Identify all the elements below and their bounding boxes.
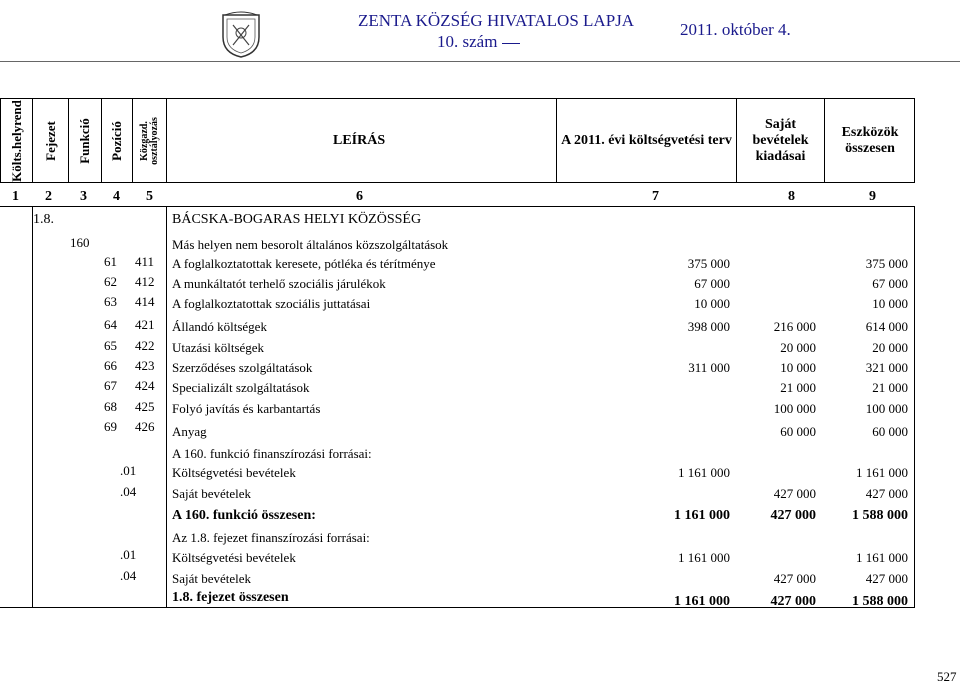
- section-title: BÁCSKA-BOGARAS HELYI KÖZÖSSÉG: [172, 212, 422, 227]
- row-plan: 398 000: [687, 319, 730, 334]
- row-total: 21 000: [872, 380, 908, 395]
- func-sources-heading: A 160. funkció finanszírozási forrásai:: [172, 446, 372, 461]
- col-number: 1: [12, 189, 19, 204]
- row-total: 375 000: [865, 256, 908, 271]
- chapter-sum-own: 427 000: [770, 594, 816, 609]
- source-description: Saját bevételek: [172, 486, 252, 501]
- page-number: 527: [937, 669, 957, 684]
- col-header-8: Saját bevételek kiadásai: [736, 99, 824, 182]
- col-number: 3: [80, 189, 87, 204]
- row-description: A munkáltatót terhelő szociális járulékok: [172, 276, 386, 291]
- function-sum-total: 1 588 000: [852, 508, 908, 523]
- source-total: 1 161 000: [856, 550, 908, 565]
- page-header: [0, 8, 960, 58]
- source-code: .04: [120, 484, 137, 499]
- col-header-4: Pozíció: [101, 99, 132, 182]
- source-plan: 1 161 000: [678, 465, 730, 480]
- chapter-sources-heading: Az 1.8. fejezet finanszírozási forrásai:: [172, 530, 370, 545]
- row-description: Specializált szolgáltatások: [172, 380, 310, 395]
- coat-of-arms-icon: [219, 11, 263, 59]
- row-description: Szerződéses szolgáltatások: [172, 360, 313, 375]
- col-number: 4: [113, 189, 120, 204]
- source-total: 427 000: [865, 571, 908, 586]
- col-number: 6: [356, 189, 363, 204]
- source-code: .04: [120, 568, 137, 583]
- source-own: 427 000: [773, 571, 816, 586]
- row-plan: 10 000: [694, 296, 730, 311]
- row-position: 61: [104, 254, 117, 269]
- row-position: 63: [104, 294, 117, 309]
- row-own: 60 000: [780, 424, 816, 439]
- source-description: Saját bevételek: [172, 571, 252, 586]
- row-econ-code: 424: [135, 378, 155, 393]
- col-header-6: LEÍRÁS: [166, 99, 556, 182]
- source-total: 427 000: [865, 486, 908, 501]
- source-total: 1 161 000: [856, 465, 908, 480]
- row-total: 614 000: [865, 319, 908, 334]
- row-own: 100 000: [773, 401, 816, 416]
- function-code: 160: [70, 235, 90, 250]
- row-position: 67: [104, 378, 117, 393]
- row-description: Folyó javítás és karbantartás: [172, 401, 321, 416]
- row-econ-code: 423: [135, 358, 155, 373]
- row-econ-code: 414: [135, 294, 155, 309]
- row-total: 321 000: [865, 360, 908, 375]
- row-plan: 311 000: [688, 360, 730, 375]
- row-description: A foglalkoztatottak keresete, pótléka és térítménye: [172, 256, 436, 271]
- source-description: Költségvetési bevételek: [172, 465, 296, 480]
- col-header-5: Közgazd. osztályozás: [132, 99, 166, 182]
- function-title: Más helyen nem besorolt általános közszolgáltatások: [172, 237, 449, 252]
- function-sum-label: A 160. funkció összesen:: [172, 508, 316, 523]
- row-econ-code: 425: [135, 399, 155, 414]
- source-code: .01: [120, 463, 137, 478]
- row-econ-code: 412: [135, 274, 155, 289]
- col-header-3: Funkció: [68, 99, 101, 182]
- source-own: 427 000: [773, 486, 816, 501]
- col-header-9: Eszközök összesen: [824, 99, 915, 182]
- section-code: 1.8.: [33, 212, 54, 227]
- row-position: 64: [104, 317, 117, 332]
- col-number: 9: [869, 189, 876, 204]
- row-econ-code: 421: [135, 317, 155, 332]
- row-own: 21 000: [780, 380, 816, 395]
- column-divider: [166, 206, 167, 608]
- row-total: 10 000: [872, 296, 908, 311]
- col-number: 5: [146, 189, 153, 204]
- function-sum-plan: 1 161 000: [674, 508, 730, 523]
- issue-date: 2011. október 4.: [680, 20, 791, 39]
- row-description: A foglalkoztatottak szociális juttatásai: [172, 296, 371, 311]
- row-description: Állandó költségek: [172, 319, 267, 334]
- col-number: 7: [652, 189, 659, 204]
- row-total: 67 000: [872, 276, 908, 291]
- row-plan: 67 000: [694, 276, 730, 291]
- row-position: 68: [104, 399, 117, 414]
- row-total: 100 000: [865, 401, 908, 416]
- column-number-row: [0, 186, 915, 207]
- col-header-1: Költs.helyrend: [0, 99, 32, 182]
- row-econ-code: 411: [135, 254, 155, 269]
- row-own: 20 000: [780, 340, 816, 355]
- source-plan: 1 161 000: [678, 550, 730, 565]
- chapter-sum-plan: 1 161 000: [674, 594, 730, 609]
- col-number: 8: [788, 189, 795, 204]
- source-code: .01: [120, 547, 137, 562]
- chapter-sum-total: 1 588 000: [852, 594, 908, 609]
- publication-title: ZENTA KÖZSÉG HIVATALOS LAPJA: [358, 11, 635, 30]
- row-own: 216 000: [773, 319, 816, 334]
- row-position: 65: [104, 338, 117, 353]
- column-divider: [32, 206, 33, 608]
- row-description: Anyag: [172, 424, 207, 439]
- col-number: 2: [45, 189, 52, 204]
- issue-number: 10. szám: [437, 32, 525, 52]
- row-position: 66: [104, 358, 117, 373]
- table-header: [0, 98, 915, 183]
- row-total: 60 000: [872, 424, 908, 439]
- row-econ-code: 422: [135, 338, 155, 353]
- row-description: Utazási költségek: [172, 340, 265, 355]
- row-own: 10 000: [780, 360, 816, 375]
- col-header-2: Fejezet: [32, 99, 68, 182]
- chapter-sum-label: 1.8. fejezet összesen: [172, 590, 289, 605]
- col-header-7: A 2011. évi költségvetési terv: [556, 99, 736, 182]
- row-econ-code: 426: [135, 419, 155, 434]
- source-description: Költségvetési bevételek: [172, 550, 296, 565]
- row-plan: 375 000: [687, 256, 730, 271]
- header-divider: [0, 61, 960, 62]
- function-sum-own: 427 000: [770, 508, 816, 523]
- row-position: 69: [104, 419, 117, 434]
- row-position: 62: [104, 274, 117, 289]
- row-total: 20 000: [872, 340, 908, 355]
